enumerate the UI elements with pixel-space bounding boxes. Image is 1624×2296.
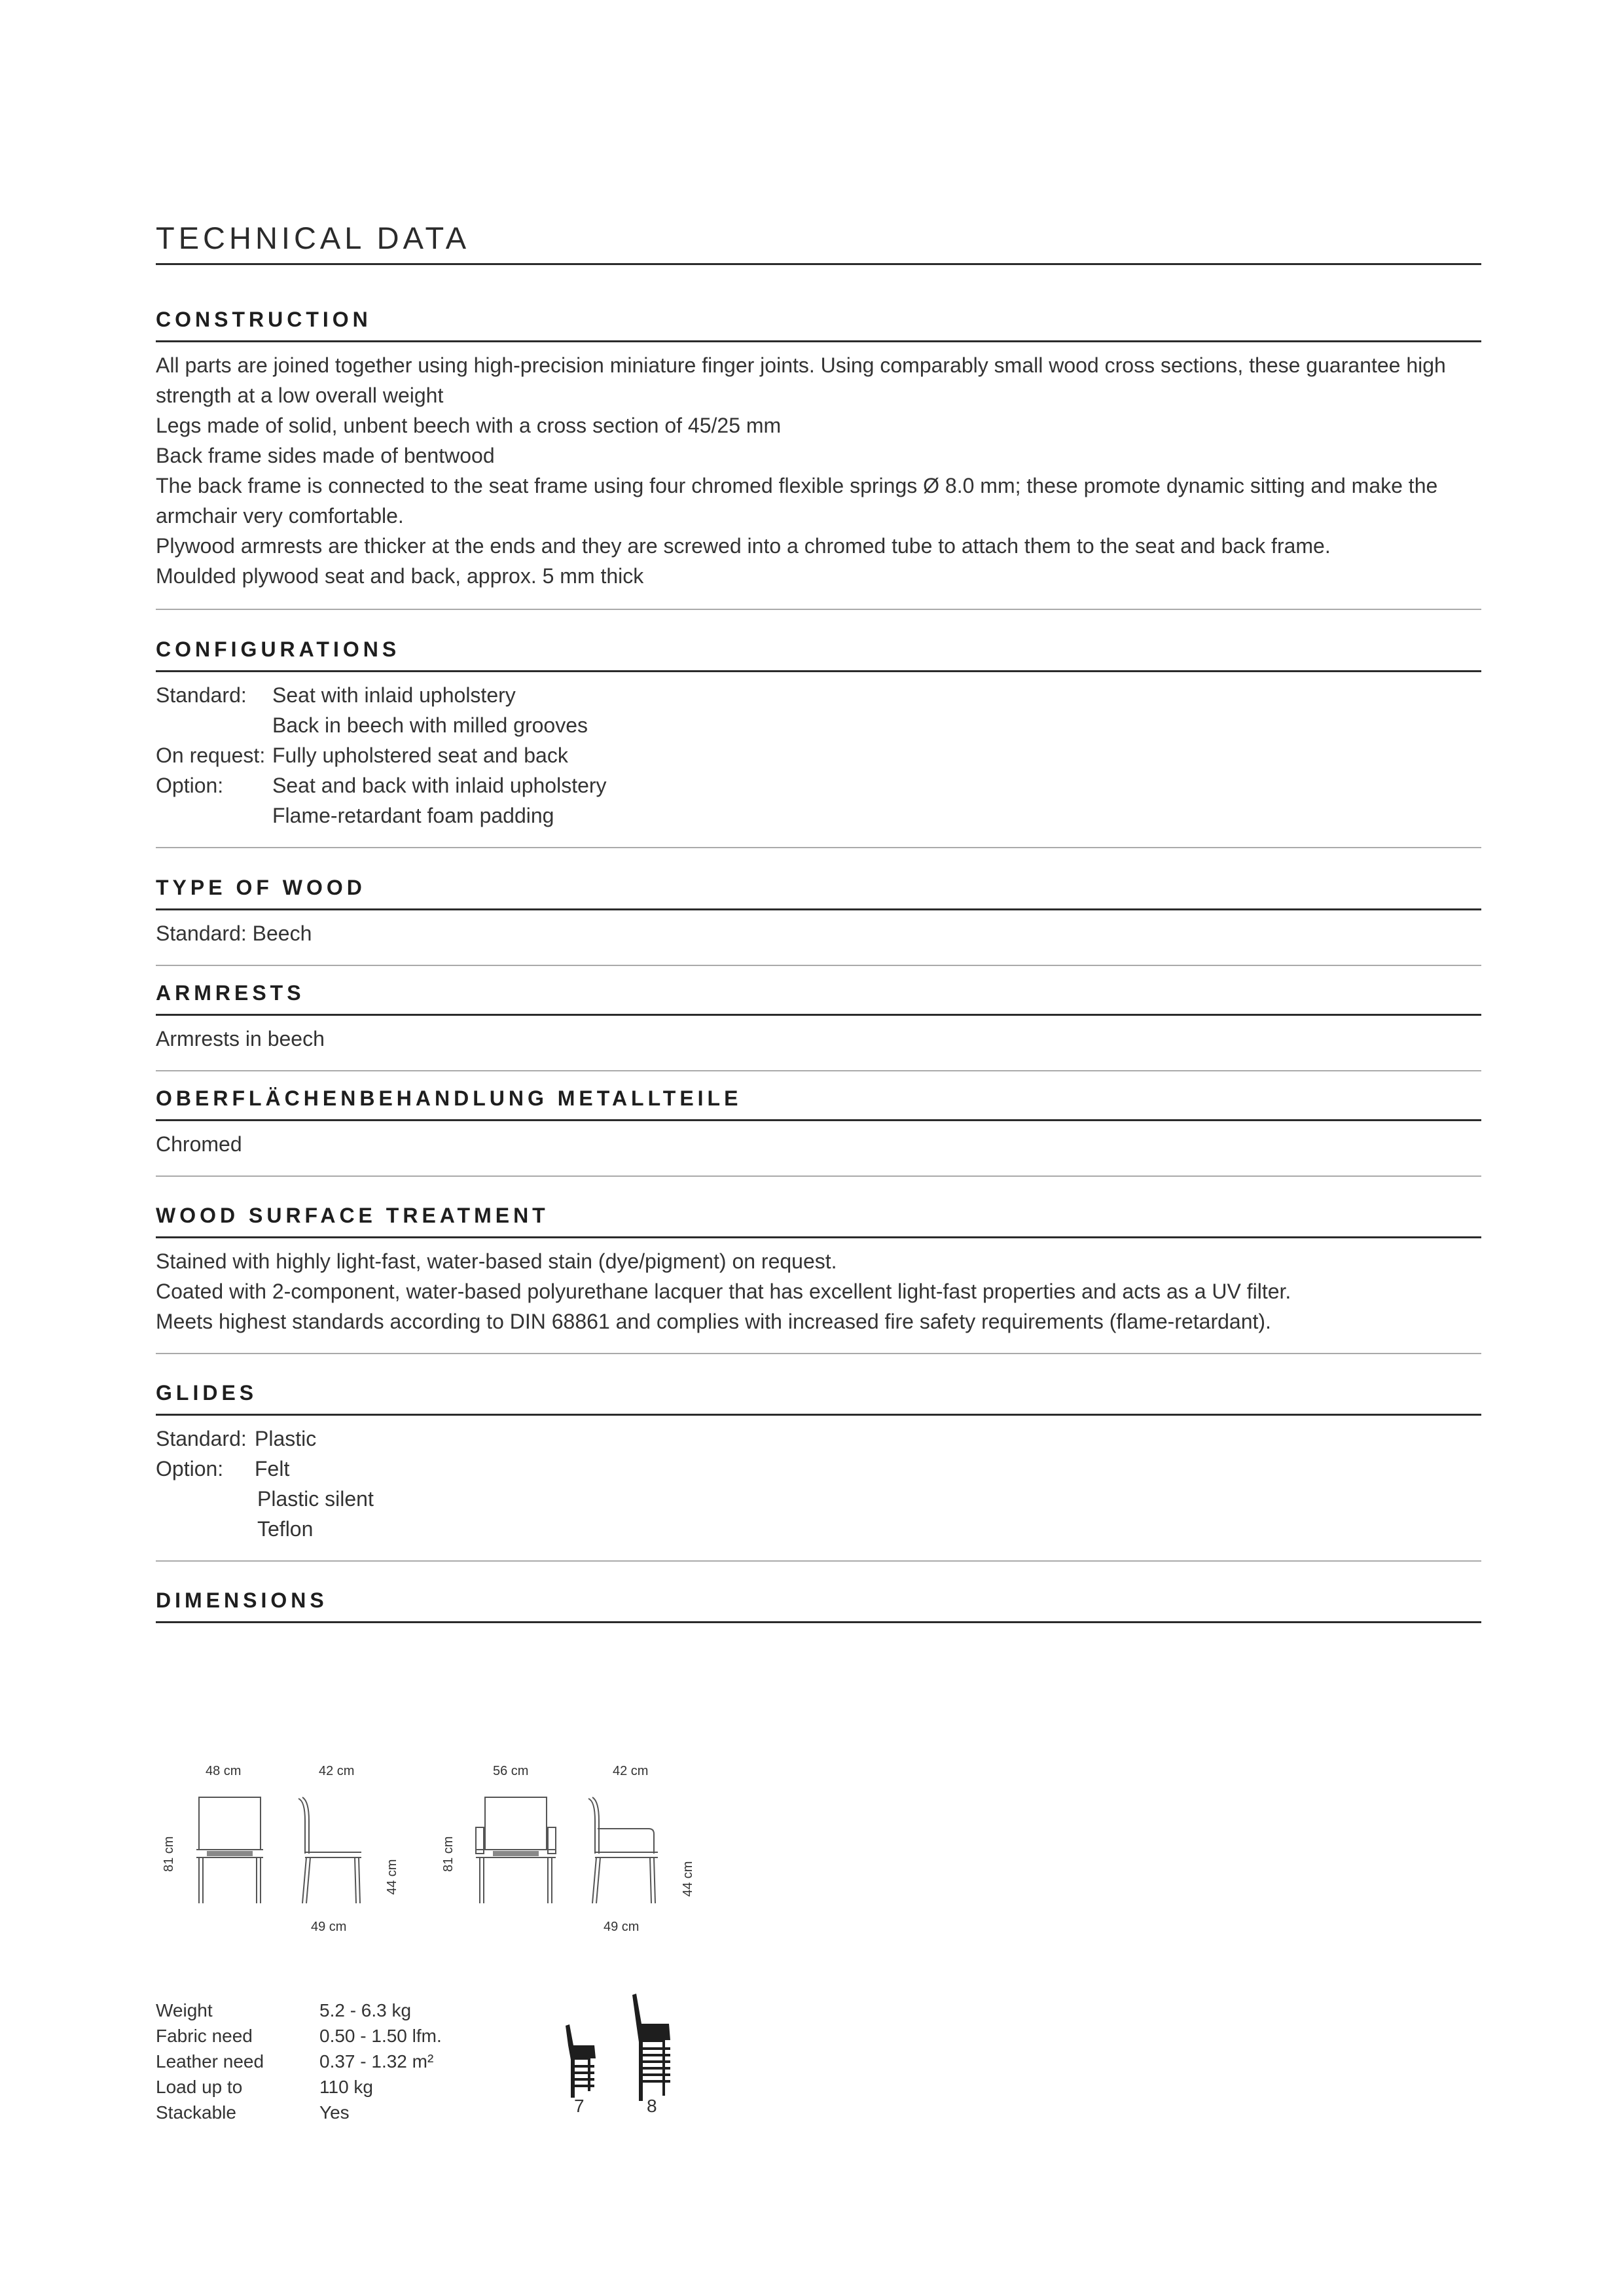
section-end-divider [156,1175,1481,1177]
glides-section [156,1380,1481,1544]
construction-heading: CONSTRUCTION [156,308,372,331]
armchair-stack-icon [562,2019,601,2104]
chair-front-drawing [194,1795,266,1906]
config-row: On request: Fully upholstered seat and back [156,744,568,767]
type-of-wood-section [156,874,1481,948]
dimensions-section [156,1587,1481,1623]
section-end-divider [156,1070,1481,1071]
spec-row: Load up to 110 kg [156,2077,373,2097]
type-of-wood-text: Standard: Beech [156,922,312,945]
spec-row: Fabric need 0.50 - 1.50 lfm. [156,2026,442,2046]
armchair-depth-label: 49 cm [604,1920,640,1934]
glides-row: Plastic silent [257,1487,374,1511]
armchair-front-drawing [473,1795,558,1906]
glides-row: Option: Felt [156,1457,290,1480]
armchair-depth-top-label: 42 cm [613,1764,649,1778]
chair-stack-count: 8 [647,2096,657,2116]
config-row: Option: Seat and back with inlaid upholstery [156,774,607,797]
wood-surface-section [156,1202,1481,1336]
config-row: Standard: Seat with inlaid upholstery [156,683,516,707]
construction-line: Moulded plywood seat and back, approx. 5 mm thick [156,564,644,588]
spec-row: Stackable Yes [156,2102,350,2123]
title-divider [156,263,1481,265]
wood-surface-line: Stained with highly light-fast, water-based stain (dye/pigment) on request. [156,1249,837,1273]
chair-side-drawing [296,1795,368,1906]
wood-surface-heading: WOOD SURFACE TREATMENT [156,1204,549,1227]
chair-stack-icon [627,1991,679,2106]
construction-line: The back frame is connected to the seat frame using four chromed flexible springs Ø 8.0 mm; these promote dynamic sitting and make the armchair very comfortable. [156,474,1438,528]
construction-section [156,306,1481,591]
type-of-wood-heading: TYPE OF WOOD [156,876,366,899]
chair-height-label: 81 cm [162,1836,176,1872]
configurations-section [156,636,1481,831]
construction-line: Plywood armrests are thicker at the ends and they are screwed into a chromed tube to attach them to the seat and back frame. [156,534,1331,558]
chair-width-label: 48 cm [206,1764,242,1778]
armrests-section [156,980,1481,1054]
glides-row: Teflon [257,1517,314,1541]
armchair-width-label: 56 cm [493,1764,529,1778]
metal-surface-heading: OBERFLÄCHENBEHANDLUNG METALLTEILE [156,1086,742,1110]
chair-depth-label: 49 cm [311,1920,347,1934]
wood-surface-line: Meets highest standards according to DIN 68861 and complies with increased fire safety requirements (flame-retardant). [156,1310,1271,1333]
section-end-divider [156,965,1481,966]
metal-surface-section [156,1085,1481,1159]
chair-seat-height-label: 44 cm [385,1859,399,1895]
armchair-side-drawing [586,1795,664,1906]
armrests-text: Armrests in beech [156,1027,325,1050]
armchair-stack-count: 7 [574,2096,585,2116]
configurations-body [156,672,1481,831]
glides-heading: GLIDES [156,1381,258,1405]
armchair-height-label: 81 cm [441,1836,456,1872]
metal-surface-text: Chromed [156,1132,242,1156]
config-row: Back in beech with milled grooves [272,713,588,737]
construction-body [156,342,1481,591]
spec-list [156,1998,442,2125]
page-title: TECHNICAL DATA [156,221,471,255]
section-divider [156,1621,1481,1623]
section-end-divider [156,1353,1481,1354]
configurations-heading: CONFIGURATIONS [156,637,401,661]
section-end-divider [156,609,1481,610]
glides-row: Standard: Plastic [156,1427,317,1450]
config-row: Flame-retardant foam padding [272,804,554,827]
armrests-heading: ARMRESTS [156,981,305,1005]
spec-row: Leather need 0.37 - 1.32 m² [156,2051,434,2072]
dimensions-heading: DIMENSIONS [156,1588,328,1612]
section-end-divider [156,1560,1481,1562]
construction-line: Back frame sides made of bentwood [156,444,495,467]
section-end-divider [156,847,1481,848]
chair-depth-top-label: 42 cm [319,1764,355,1778]
armchair-seat-height-label: 44 cm [681,1861,695,1897]
spec-row: Weight 5.2 - 6.3 kg [156,2000,412,2020]
construction-line: All parts are joined together using high-precision miniature finger joints. Using comparably small wood cross sections, these guarantee high strength at a low overall weight [156,353,1446,407]
wood-surface-line: Coated with 2-component, water-based polyurethane lacquer that has excellent light-fast properties and acts as a UV filter. [156,1280,1291,1303]
construction-line: Legs made of solid, unbent beech with a cross section of 45/25 mm [156,414,782,437]
